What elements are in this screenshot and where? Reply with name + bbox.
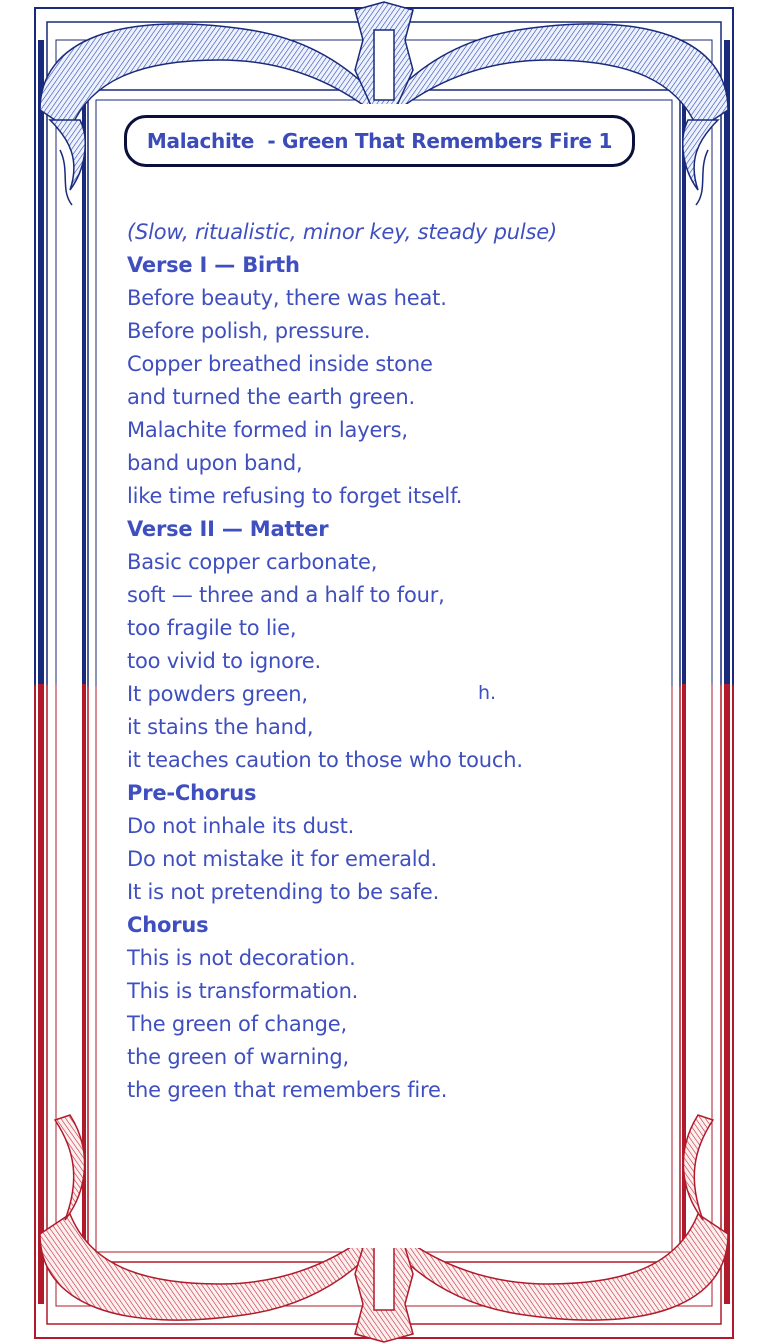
title-box: [124, 115, 635, 167]
poem-line: Before beauty, there was heat.: [127, 286, 447, 310]
poem-line: Do not mistake it for emerald.: [127, 847, 438, 871]
poem-line: Copper breathed inside stone: [127, 352, 433, 376]
poem-line: The green of change,: [127, 1012, 347, 1036]
poem-line: soft — three and a half to four,: [127, 583, 445, 607]
poem-line: too vivid to ignore.: [127, 649, 321, 673]
poem-line: the green of warning,: [127, 1045, 349, 1069]
right-band-top: [724, 40, 730, 684]
poem-line: It powders green,: [127, 682, 308, 706]
performance-direction: (Slow, ritualistic, minor key, steady pulse): [127, 220, 557, 244]
poem-line: Malachite formed in layers,: [127, 418, 408, 442]
left-inner-band-top: [82, 100, 86, 684]
poem-line: too fragile to lie,: [127, 616, 297, 640]
poem-body: [127, 216, 667, 1107]
poem-line: and turned the earth green.: [127, 385, 415, 409]
poem-line: the green that remembers fire.: [127, 1078, 448, 1102]
section-heading: Chorus: [127, 913, 209, 937]
section-heading: Verse I — Birth: [127, 253, 300, 277]
poem-line: it teaches caution to those who touch.: [127, 748, 523, 772]
poem-line: It is not pretending to be safe.: [127, 880, 440, 904]
poem-line: it stains the hand,: [127, 715, 314, 739]
poem-line: Basic copper carbonate,: [127, 550, 378, 574]
page-title: Malachite - Green That Remembers Fire 1: [146, 129, 613, 153]
left-band-top: [38, 40, 44, 684]
right-inner-band-top: [682, 100, 686, 684]
poem-line: This is transformation.: [127, 979, 359, 1003]
poem-line: This is not decoration.: [127, 946, 356, 970]
poem-line: band upon band,: [127, 451, 303, 475]
section-heading: Pre-Chorus: [127, 781, 257, 805]
right-band-bottom: [724, 684, 730, 1304]
left-band-bottom: [38, 684, 44, 1304]
stray-text: h.: [478, 682, 497, 704]
poem-line: like time refusing to forget itself.: [127, 484, 463, 508]
poem-line: Before polish, pressure.: [127, 319, 371, 343]
section-heading: Verse II — Matter: [127, 517, 329, 541]
poem-line: Do not inhale its dust.: [127, 814, 355, 838]
